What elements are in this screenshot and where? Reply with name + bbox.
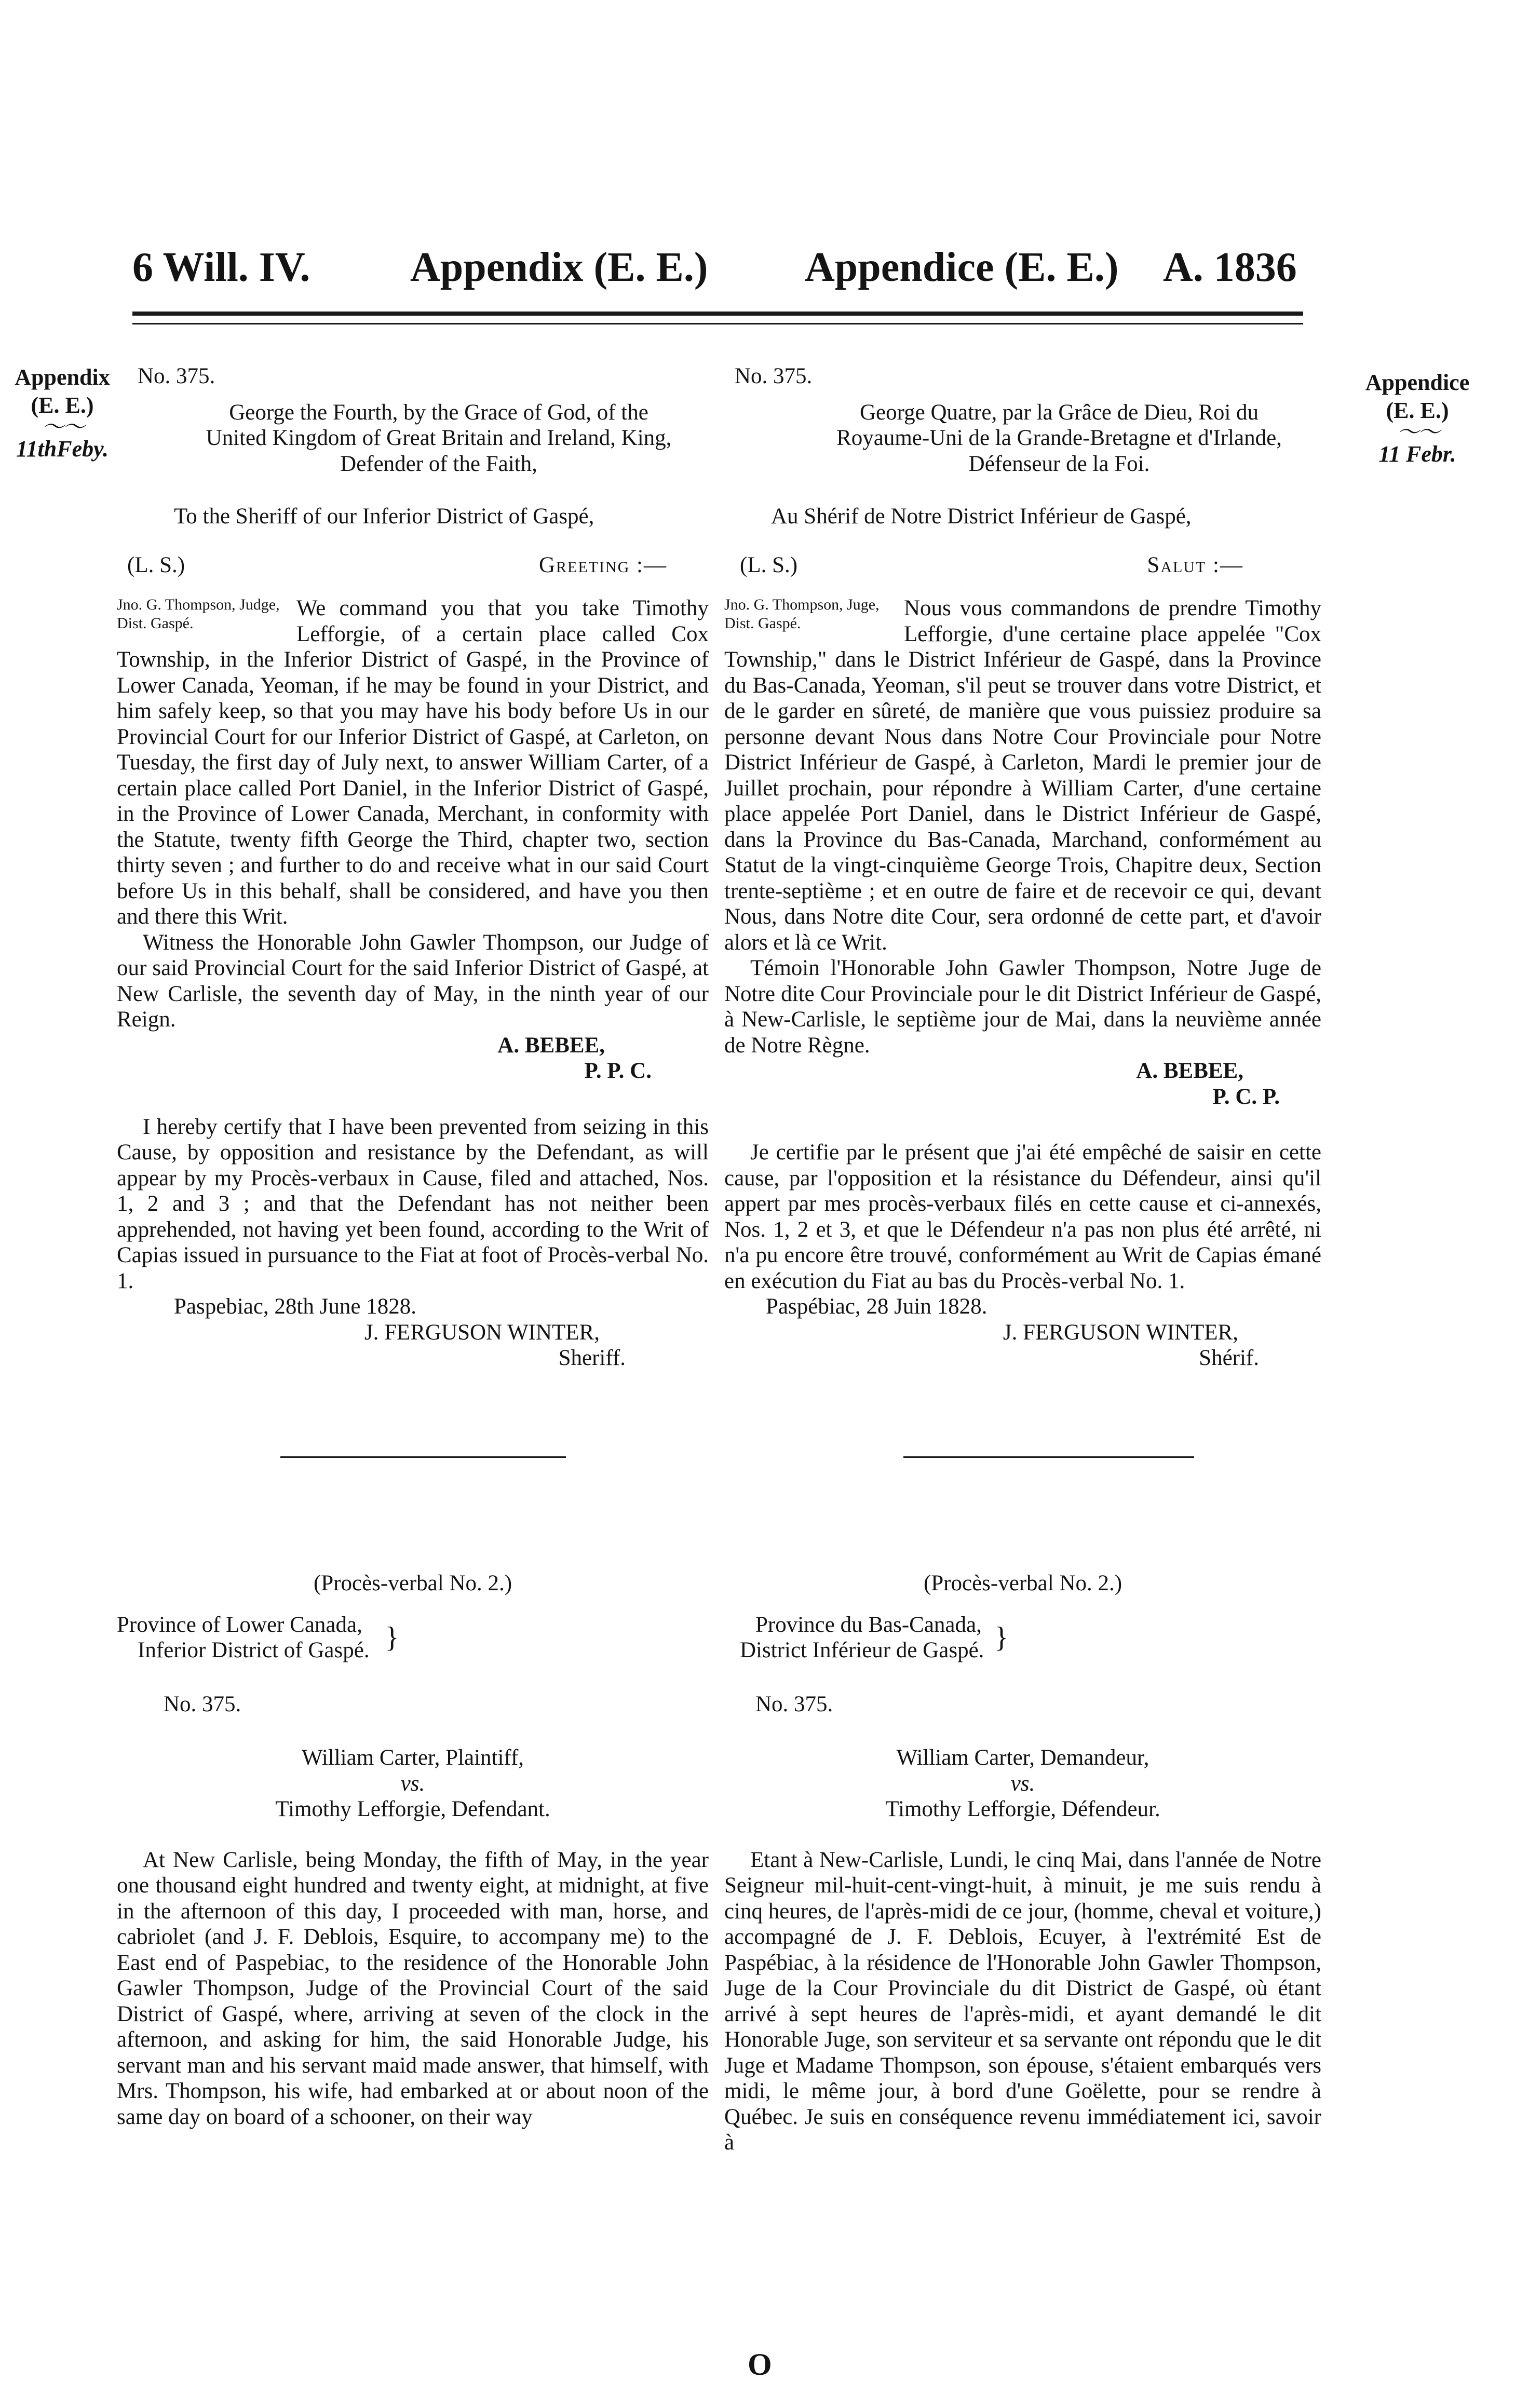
signer-title: P. C. P.: [1212, 1084, 1280, 1109]
brace-icon: }: [385, 1621, 399, 1654]
seal-greeting-row: [117, 552, 709, 578]
plaintiff-line: William Carter, Demandeur,: [896, 1746, 1149, 1770]
greeting: Greeting :—: [538, 552, 667, 577]
header-session: 6 Will. IV.: [132, 245, 310, 290]
writ-heading: George the Fourth, by the Grace of God, of the United Kingdom of Great Britain and Ireland, King, Defender of the Faith,: [206, 400, 672, 476]
margin-note-left: [0, 363, 125, 463]
sheriff-name: J. FERGUSON WINTER,: [1003, 1320, 1238, 1345]
writ-body: [117, 596, 709, 930]
swash-ornament-icon: 〜〜: [1397, 420, 1438, 445]
header-title-english: Appendix (E. E.): [410, 245, 708, 290]
sheriff-certificate: Je certifie par le présent que j'ai été empêché de saisir en cette cause, par l'opposition et la résistance du Défendeur, ainsi qu'il appert par mes procès-verbaux filés en cette cause et ci-annexés, Nos. 1, 2 et 3, et que le Défendeur n'a pas non plus été arrêté, ni n'a pu encore être trouvé, conformément au Writ de Capias émané en exécution du Fiat au bas du Procès-verbal No. 1.: [724, 1140, 1321, 1293]
province-line-2: Inferior District of Gaspé.: [138, 1638, 370, 1662]
section-divider-french: [903, 1456, 1194, 1458]
certificate-place-date: Paspebiac, 28th June 1828.: [174, 1294, 416, 1319]
english-column: [117, 363, 709, 1371]
english-proces-verbal: [117, 1571, 709, 2130]
writ-body: [724, 596, 1321, 955]
province-line-1: Province of Lower Canada,: [117, 1612, 362, 1637]
sheriff-title: Sheriff.: [558, 1346, 626, 1370]
seal-mark: (L. S.): [740, 552, 798, 577]
greeting: Salut :—: [1147, 552, 1243, 577]
section-divider-english: [280, 1456, 566, 1458]
header-rule-thick: [132, 312, 1303, 316]
province-line-2: District Inférieur de Gaspé.: [740, 1638, 984, 1662]
witness-clause: Witness the Honorable John Gawler Thompson, our Judge of our said Provincial Court for the said Inferior District of Gaspé, at New Carlisle, the seventh day of May, in the ninth year of our Reign.: [117, 930, 709, 1032]
writ-number: No. 375.: [735, 364, 813, 388]
proces-verbal-title: (Procès-verbal No. 2.): [923, 1571, 1122, 1595]
proces-verbal-number: No. 375.: [164, 1692, 241, 1716]
header-title-french: Appendice (E. E.): [805, 245, 1119, 290]
province-block: [117, 1612, 709, 1663]
province-block: [740, 1612, 1321, 1663]
signer-name: A. BEBEE,: [497, 1033, 605, 1058]
sheriff-certificate: I hereby certify that I have been prevented from seizing in this Cause, by opposition and resistance by the Defendant, as will appear by my Procès-verbaux in Cause, filed and attached, Nos. 1, 2 and 3 ; and that the Defendant has not neither been apprehended, not having yet been found, according to the Writ of Capias issued in pursuance to the Fiat at foot of Procès-verbal No. 1.: [117, 1114, 709, 1293]
margin-note-right: [1334, 369, 1500, 468]
header-rule-thin: [132, 323, 1303, 324]
writ-heading: George Quatre, par la Grâce de Dieu, Roi du Royaume-Uni de la Grande-Bretagne et d'Irlande, Défenseur de la Foi.: [836, 400, 1282, 476]
margin-code: (E. E.): [31, 393, 94, 418]
writ-address: To the Sheriff of our Inferior District of Gaspé,: [174, 504, 594, 529]
judge-signature-margin: Jno. G. Thompson, Judge, Dist. Gaspé.: [117, 596, 280, 632]
signature-mark: O: [748, 2347, 772, 2382]
sheriff-title: Shérif.: [1199, 1346, 1259, 1370]
proces-verbal-narrative: At New Carlisle, being Monday, the fifth of May, in the year one thousand eight hundred and twenty eight, at midnight, at five in the afternoon of this day, I proceeded with man, horse, and cabriolet (and J. F. Deblois, Esquire, to accompany me) to the East end of Paspebiac, to the residence of the Honorable John Gawler Thompson, Judge of the Provincial Court of the said District of Gaspé, where, arriving at seven of the clock in the afternoon, and asking for him, the said Honorable Judge, his servant man and his servant maid made answer, that himself, with Mrs. Thompson, his wife, had embarked at or about noon of the same day on board of a schooner, on their way: [117, 1847, 709, 2129]
margin-date: 11 Febr.: [1378, 441, 1456, 467]
writ-address: Au Shérif de Notre District Inférieur de Gaspé,: [771, 504, 1192, 529]
french-column: [724, 363, 1321, 1371]
french-proces-verbal: [724, 1571, 1321, 2156]
versus: vs.: [1010, 1771, 1035, 1796]
witness-clause: Témoin l'Honorable John Gawler Thompson, Notre Juge de Notre dite Cour Provinciale pour le dit District Inférieur de Gaspé, à New-Carlisle, le septième jour de Mai, dans la neuvième année de Notre Règne.: [724, 956, 1321, 1058]
writ-text: We command you that you take Timothy Lefforgie, of a certain place called Cox Township, in the Inferior District of Gaspé, in the Province of Lower Canada, Yeoman, if he may be found in your District, and him safely keep, so that you may have his body before Us in our Provincial Court for our Inferior District of Gaspé, at Carleton, on Tuesday, the first day of July next, to answer William Carter, of a certain place called Port Daniel, in the Inferior District of Gaspé, in the Province of Lower Canada, Merchant, in conformity with the Statute, twenty fifth George the Third, chapter two, section thirty seven ; and further to do and receive what in our said Court before Us in this behalf, shall be considered, and have you then and there this Writ.: [117, 596, 709, 929]
proces-verbal-narrative: Etant à New-Carlisle, Lundi, le cinq Mai, dans l'année de Notre Seigneur mil-huit-cent-vingt-huit, à minuit, je me suis rendu à cinq heures, de l'après-midi de ce jour, (homme, cheval et voiture,) accompagné de J. F. Deblois, Ecuyer, à l'extrémité Est de Paspébiac, à la résidence de l'Honorable John Gawler Thompson, Juge de la Cour Provinciale du dit District de Gaspé, où étant arrivé à sept heures de l'après-midi, et ayant demandé le dit Honorable Juge, son serviteur et sa servante ont répondu que le dit Juge et Madame Thompson, son épouse, s'étaient embarqués vers midi, le même jour, à bord d'une Goëlette, pour se rendre à Québec. Je suis en conséquence revenu immédiatement ici, savoir à: [724, 1847, 1321, 2155]
certificate-place-date: Paspébiac, 28 Juin 1828.: [766, 1294, 988, 1319]
margin-label: Appendix: [15, 364, 110, 390]
signer-name: A. BEBEE,: [1136, 1059, 1243, 1083]
brace-icon: }: [994, 1621, 1009, 1654]
writ-text: Nous vous commandons de prendre Timothy Lefforgie, d'une certaine place appelée "Cox Township," dans le District Inférieur de Gaspé, dans la Province du Bas-Canada, Yeoman, s'il peut se trouver dans votre District, et de le garder en sûreté, de manière que vous puissiez produire sa personne devant Nous dans Notre Cour Provinciale pour Notre District Inférieur de Gaspé, à Carleton, Mardi le premier jour de Juillet prochain, pour répondre à William Carter, d'une certaine place appelée Port Daniel, dans le District Inférieur de Gaspé, dans la Province du Bas-Canada, Marchand, conformément au Statut de la vingt-cinquième George Trois, Chapitre deux, Section trente-septième ; et en outre de faire et de recevoir ce qui, devant Nous, dans Notre dite Cour, sera ordonné de cette part, et d'avoir alors et là ce Writ.: [724, 596, 1321, 955]
versus: vs.: [400, 1771, 425, 1796]
defendant-line: Timothy Lefforgie, Defendant.: [275, 1797, 550, 1821]
plaintiff-line: William Carter, Plaintiff,: [301, 1746, 524, 1770]
writ-number: No. 375.: [138, 364, 215, 388]
margin-date: 11thFeby.: [16, 436, 109, 462]
seal-greeting-row: [724, 552, 1321, 578]
judge-signature-margin: Jno. G. Thompson, Juge, Dist. Gaspé.: [724, 596, 880, 632]
sheriff-name: J. FERGUSON WINTER,: [364, 1320, 600, 1345]
swash-ornament-icon: 〜〜: [42, 414, 83, 440]
signer-title: P. P. C.: [584, 1059, 652, 1083]
province-line-1: Province du Bas-Canada,: [755, 1612, 982, 1637]
seal-mark: (L. S.): [127, 552, 185, 577]
proces-verbal-title: (Procès-verbal No. 2.): [313, 1571, 512, 1595]
header-year: A. 1836: [1163, 245, 1297, 290]
defendant-line: Timothy Lefforgie, Défendeur.: [885, 1797, 1160, 1821]
margin-label: Appendice: [1365, 370, 1470, 395]
proces-verbal-number: No. 375.: [755, 1692, 833, 1716]
margin-code: (E. E.): [1386, 398, 1449, 423]
